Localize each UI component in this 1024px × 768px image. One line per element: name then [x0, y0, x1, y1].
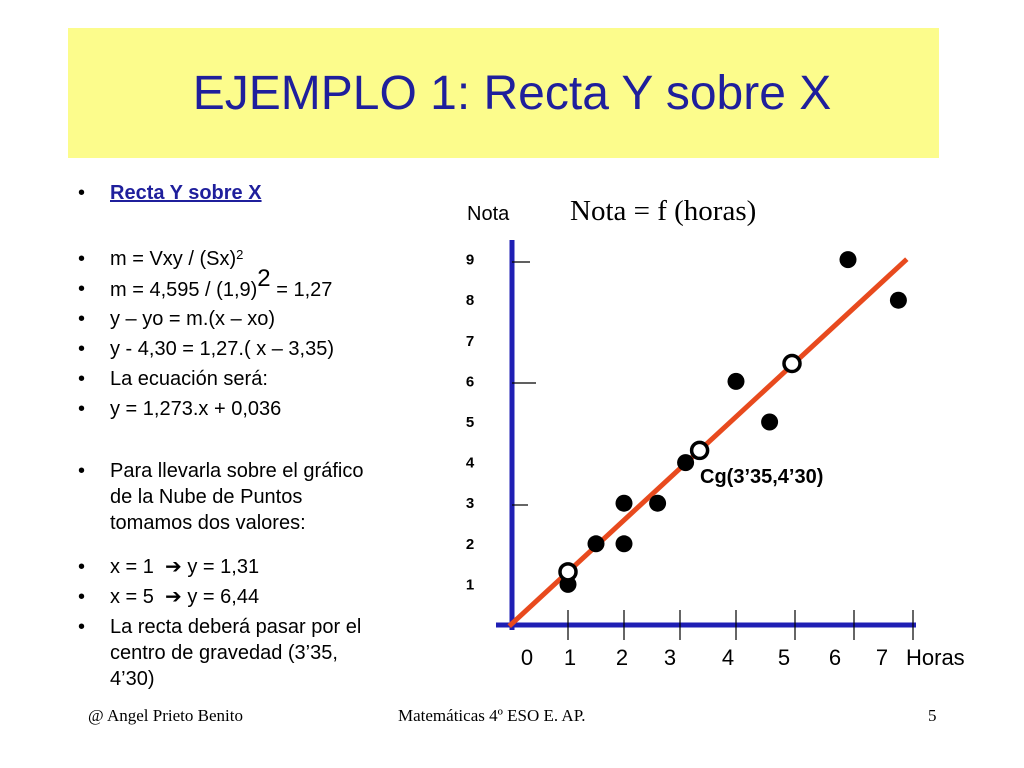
- footer-course: Matemáticas 4º ESO E. AP.: [398, 706, 586, 725]
- data-point: [761, 414, 778, 431]
- highlighted-point: [784, 356, 800, 372]
- x-tick-label: 4: [721, 645, 735, 670]
- x-tick-label: 3: [663, 645, 677, 670]
- highlighted-point: [560, 564, 576, 580]
- y-axis-label: Nota: [467, 203, 510, 225]
- x-tick-label: 2: [615, 645, 629, 670]
- slide-title: EJEMPLO 1: Recta Y sobre X: [192, 67, 832, 120]
- x-tick-label: 5: [777, 645, 791, 670]
- footer-page-number: 5: [928, 706, 937, 725]
- y-tick-label: 5: [465, 414, 475, 431]
- highlighted-point: [692, 442, 708, 458]
- data-point: [890, 292, 907, 309]
- data-point: [677, 454, 694, 471]
- y-tick-label: 6: [465, 373, 475, 391]
- y-tick-label: 4: [465, 454, 475, 472]
- x-tick-label: 6: [828, 645, 842, 670]
- centroid-annotation: Cg(3’35,4’30): [700, 466, 824, 488]
- heading-link[interactable]: Recta Y sobre X: [110, 182, 262, 204]
- footer-author: @ Angel Prieto Benito: [88, 706, 243, 725]
- y-tick-label: 3: [465, 495, 475, 513]
- x-tick-label: 7: [875, 645, 889, 670]
- data-point: [840, 251, 857, 268]
- x-axis-label: Horas: [906, 645, 965, 670]
- data-point: [616, 535, 633, 552]
- y-tick-label: 2: [465, 535, 475, 553]
- data-point: [588, 535, 605, 552]
- x-tick-label: 1: [563, 645, 577, 670]
- y-tick-label: 9: [465, 251, 475, 269]
- data-point: [728, 373, 745, 390]
- data-point: [616, 495, 633, 512]
- data-point: [649, 495, 666, 512]
- x-tick-label: 0: [520, 645, 534, 670]
- y-tick-label: 7: [465, 332, 475, 350]
- y-tick-label: 1: [465, 576, 475, 594]
- y-tick-label: 8: [465, 292, 475, 310]
- chart-title: Nota = f (horas): [570, 195, 757, 227]
